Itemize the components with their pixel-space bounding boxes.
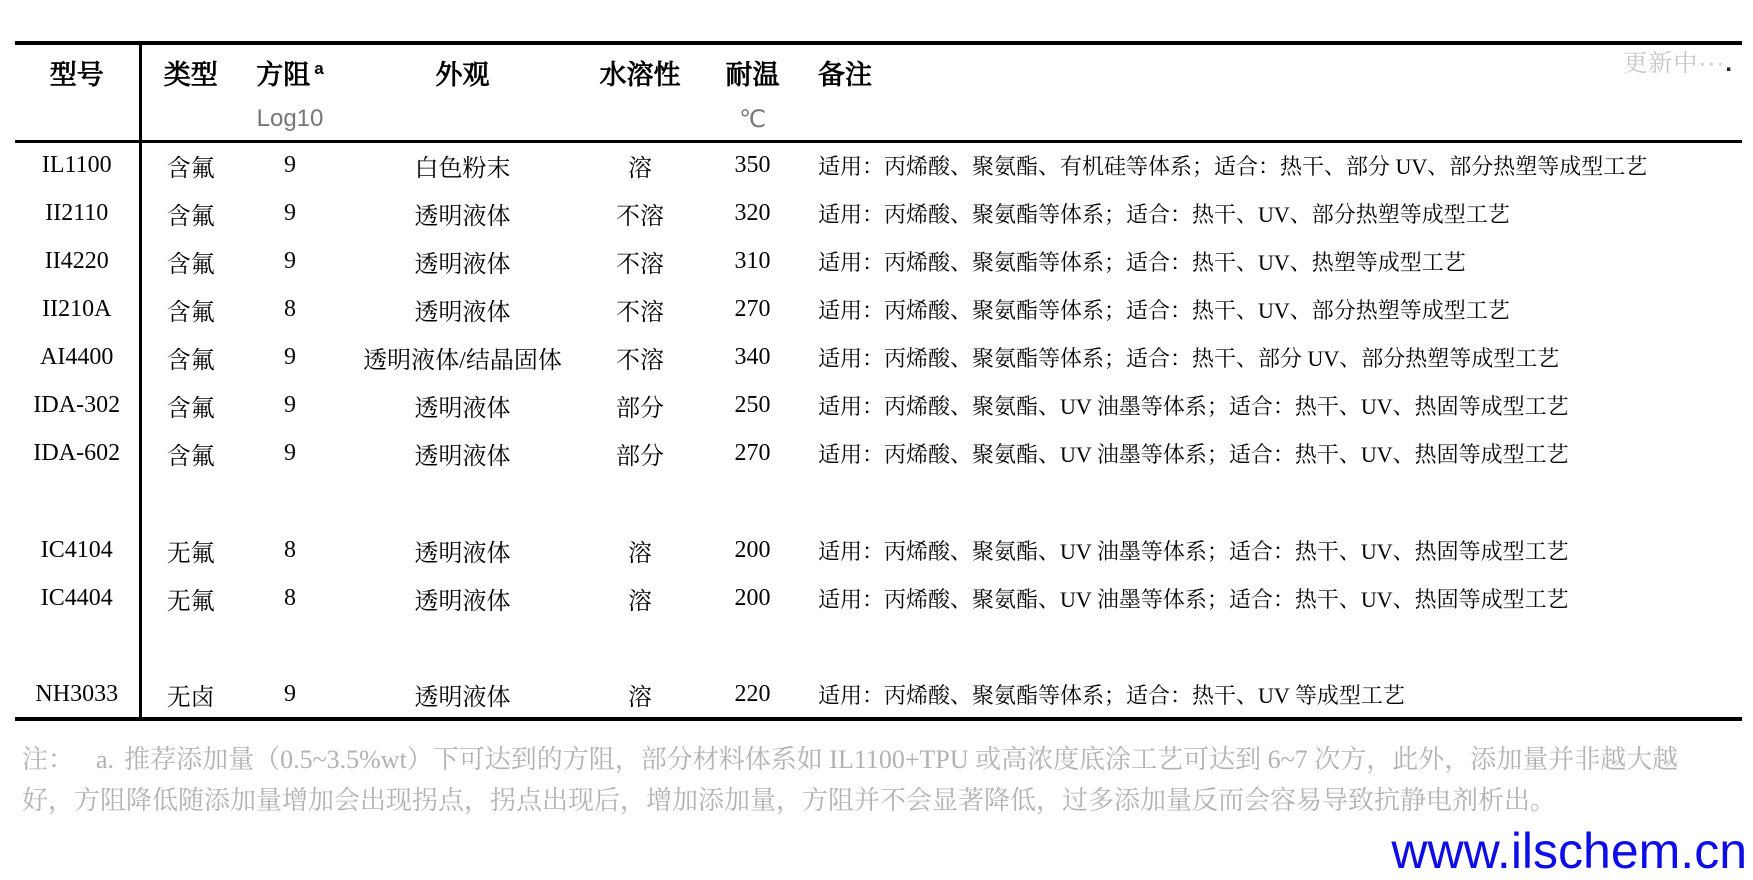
cell-type: 含氟 [166,251,215,278]
cell-temp-resistance: 310 [734,247,771,274]
cell-sheet-resistance: 8 [284,584,296,611]
col-header-type: 类型 [163,59,218,90]
cell-appearance: 透明液体 [414,203,511,230]
cell-appearance: 透明液体 [414,443,511,470]
cell-appearance: 透明液体 [414,395,511,422]
cell-temp-resistance: 320 [734,199,771,226]
cell-water-solubility: 部分 [616,395,664,422]
cell-model: II2110 [15,189,140,237]
cell-sheet-resistance: 8 [284,536,296,563]
table-row [15,285,1742,333]
cell-water-solubility: 溶 [628,588,652,615]
cell-remark: 适用：丙烯酸、聚氨酯等体系；适合：热干、部分 UV、部分热塑等成型工艺 [818,345,1560,371]
cell-model: IC4404 [15,574,140,622]
cell-remark: 适用：丙烯酸、聚氨酯、UV 油墨等体系；适合：热干、UV、热固等成型工艺 [818,538,1569,564]
cell-model: NH3033 [15,671,140,719]
spec-table [15,41,1742,721]
cell-temp-resistance: 250 [734,391,771,418]
col-header-water-solubility: 水溶性 [599,59,681,90]
update-status [1623,43,1733,78]
cell-water-solubility: 溶 [628,684,652,711]
subheader-log10-unit: Log10 [256,105,324,133]
cell-remark: 适用：丙烯酸、聚氨酯、UV 油墨等体系；适合：热干、UV、热固等成型工艺 [818,393,1569,419]
cell-type: 无卤 [166,684,215,711]
cell-sheet-resistance: 9 [284,152,296,179]
table-row [15,237,1742,285]
cell-model: IDA-602 [15,429,140,477]
cell-appearance: 透明液体 [414,588,511,615]
cell-temp-resistance: 270 [734,295,771,322]
update-status-dots: ··· [1698,50,1726,77]
cell-appearance: 透明液体 [414,251,511,278]
cell-model: IDA-302 [15,381,140,429]
cell-appearance: 透明液体 [414,299,511,326]
cell-temp-resistance: 350 [734,152,771,179]
cell-type: 含氟 [166,156,215,183]
cell-type: 无氟 [166,588,215,615]
row-spacer [15,477,1742,526]
col-header-sheet-resistance-label: 方阻 [256,59,311,90]
footnote-text: 推荐添加量（0.5~3.5%wt）下可达到的方阻，部分材料体系如 IL1100+TPU 或高浓度底涂工艺可达到 6~7 次方，此外，添加量并非越大越好，方阻降低随添加量增加会出现拐点，拐点出现后，增加添加量，方阻并不会显著降低，过多添加量反而会容易导致抗静电剂析出。 [22,745,1679,815]
cell-sheet-resistance: 9 [284,391,296,418]
footnote-marker: a. [96,745,115,774]
cell-remark: 适用：丙烯酸、聚氨酯、UV 油墨等体系；适合：热干、UV、热固等成型工艺 [818,586,1569,612]
table-row [15,574,1742,622]
col-header-remarks: 备注 [818,59,872,90]
cell-remark: 适用：丙烯酸、聚氨酯等体系；适合：热干、UV、热塑等成型工艺 [818,249,1466,275]
cell-temp-resistance: 270 [734,439,771,466]
cell-type: 含氟 [166,443,215,470]
cell-remark: 适用：丙烯酸、聚氨酯、有机硅等体系；适合：热干、部分 UV、部分热塑等成型工艺 [818,154,1648,180]
subheader-celsius-unit: ℃ [739,105,766,133]
cell-model: IC4104 [15,526,140,574]
footnote-prefix: 注： [22,745,75,774]
cell-appearance: 白色粉末 [414,156,511,183]
table-header [15,43,1742,141]
cell-appearance: 透明液体 [414,540,511,567]
table-subheader-row [15,99,1742,141]
table-row [15,141,1742,189]
cell-model: IL1100 [15,141,140,189]
table-row [15,189,1742,237]
cell-remark: 适用：丙烯酸、聚氨酯、UV 油墨等体系；适合：热干、UV、热固等成型工艺 [818,441,1569,467]
cell-sheet-resistance: 8 [284,295,296,322]
cell-sheet-resistance: 9 [284,680,296,707]
table-header-row [15,43,1742,99]
table-row [15,526,1742,574]
cell-water-solubility: 不溶 [616,251,664,278]
cell-model: II210A [15,285,140,333]
cell-temp-resistance: 200 [734,536,771,563]
cell-water-solubility: 溶 [628,540,652,567]
cell-type: 含氟 [166,299,215,326]
cell-appearance: 透明液体/结晶固体 [363,347,562,374]
cell-appearance: 透明液体 [414,684,511,711]
col-header-sheet-resistance [240,43,340,99]
cell-type: 含氟 [166,395,215,422]
cell-water-solubility: 部分 [616,443,664,470]
cell-sheet-resistance: 9 [284,439,296,466]
cell-water-solubility: 不溶 [616,299,664,326]
cell-temp-resistance: 200 [734,584,771,611]
table-body [15,141,1742,719]
col-header-temp-resistance: 耐温 [725,59,780,90]
footnote [22,739,1727,821]
update-status-text: 更新中 [1623,50,1699,77]
table-row [15,671,1742,719]
cell-model: II4220 [15,237,140,285]
col-header-model: 型号 [15,43,140,99]
row-spacer [15,622,1742,671]
cell-water-solubility: 溶 [628,156,652,183]
cell-sheet-resistance: 9 [284,343,296,370]
cell-temp-resistance: 340 [734,343,771,370]
page [0,41,1753,880]
table-row [15,333,1742,381]
watermark-url: www.ilschem.cn [1391,823,1747,879]
cell-water-solubility: 不溶 [616,347,664,374]
cell-type: 含氟 [166,203,215,230]
col-header-appearance: 外观 [435,59,490,90]
cell-remark: 适用：丙烯酸、聚氨酯等体系；适合：热干、UV 等成型工艺 [818,682,1405,708]
cell-temp-resistance: 220 [734,680,771,707]
cell-water-solubility: 不溶 [616,203,664,230]
cell-type: 含氟 [166,347,215,374]
cell-sheet-resistance: 9 [284,247,296,274]
cell-remark: 适用：丙烯酸、聚氨酯等体系；适合：热干、UV、部分热塑等成型工艺 [818,201,1510,227]
cell-model: AI4400 [15,333,140,381]
cell-type: 无氟 [166,540,215,567]
update-status-period: . [1725,50,1733,77]
cell-remark: 适用：丙烯酸、聚氨酯等体系；适合：热干、UV、部分热塑等成型工艺 [818,297,1510,323]
table-row [15,381,1742,429]
table-row [15,429,1742,477]
cell-sheet-resistance: 9 [284,199,296,226]
footnote-marker-sup: a [314,58,324,78]
